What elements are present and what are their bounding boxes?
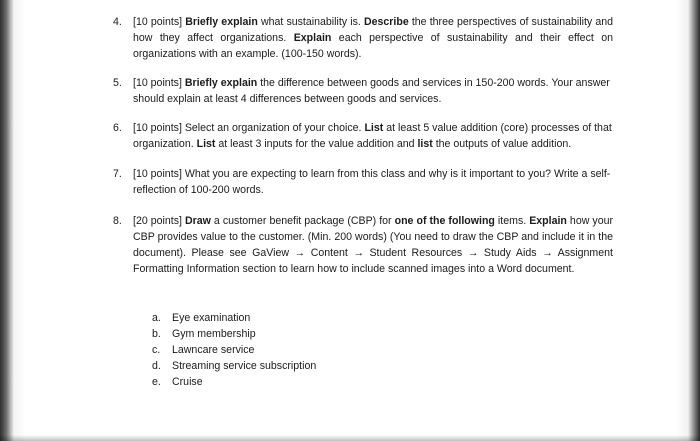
question-number: 5. xyxy=(113,77,122,89)
question-6 xyxy=(113,120,613,152)
option-letter: d. xyxy=(152,360,161,372)
question-5 xyxy=(113,75,613,107)
option-letter: c. xyxy=(152,344,161,356)
emphasis: List xyxy=(364,122,384,134)
option-text: Cruise xyxy=(172,376,203,388)
question-text: [10 points] Select an organization of your choice. List at least 5 value addition (core) processes of that organization. List at least 3 inputs for the value addition and list the outputs of value addition. xyxy=(133,122,612,150)
question-number: 6. xyxy=(113,122,122,134)
emphasis: Briefly explain xyxy=(185,16,258,28)
emphasis: one of the following xyxy=(394,215,495,227)
option-letter: e. xyxy=(152,376,161,388)
question-text: [20 points] Draw a customer benefit package (CBP) for one of the following items. Explain how your CBP provides value to the customer. (Min. 200 words) (You need to draw the CBP and include it in the document). Please see GaView → Content → Student Resources → Study Aids → Assignment Formatting Information section to learn how to include scanned images into a Word document. xyxy=(133,215,614,275)
option-text: Streaming service subscription xyxy=(172,360,317,372)
option-letter: b. xyxy=(152,328,161,340)
option-letter: a. xyxy=(152,312,161,324)
emphasis: Explain xyxy=(293,32,332,44)
question-text: [10 points] What you are expecting to learn from this class and why is it important to you? Write a self-reflection of 100-200 words. xyxy=(133,168,611,196)
option-text: Gym membership xyxy=(172,328,256,340)
emphasis: Briefly explain xyxy=(184,77,258,89)
emphasis: Explain xyxy=(529,215,567,227)
emphasis: List xyxy=(196,138,216,150)
option-text: Lawncare service xyxy=(172,344,255,356)
question-text: [10 points] Briefly explain what sustainability is. Describe the three perspectives of sustainability and how they affect organizations. Explain each perspective of sustainability and their effect on organizations with an example. (100-150 words). xyxy=(133,16,613,60)
emphasis: list xyxy=(417,138,433,150)
question-number: 4. xyxy=(113,16,122,28)
option-text: Eye examination xyxy=(172,312,251,324)
question-number: 7. xyxy=(113,168,122,180)
question-number: 8. xyxy=(113,215,122,227)
question-text: [10 points] Briefly explain the difference between goods and services in 150-200 words. Your answer should explain at least 4 differences between goods and services. xyxy=(133,77,610,105)
emphasis: Describe xyxy=(363,16,409,28)
question-4 xyxy=(113,14,613,62)
question-8 xyxy=(113,213,613,277)
page-shadow xyxy=(0,435,700,441)
question-7 xyxy=(113,166,613,198)
emphasis: Draw xyxy=(185,215,211,227)
